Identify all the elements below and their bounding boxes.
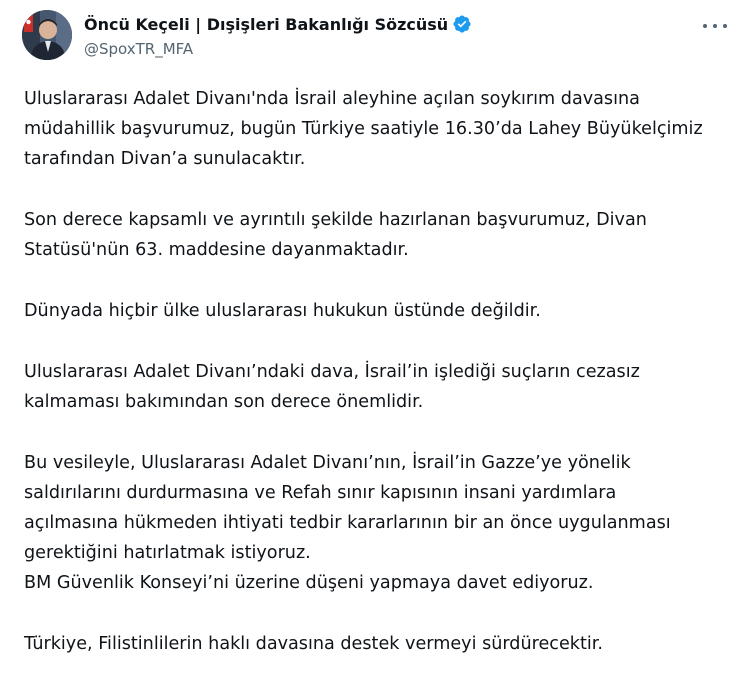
tweet-line: BM Güvenlik Konseyi’ni üzerine düşeni yapmaya davet ediyoruz. (24, 573, 594, 593)
tweet-paragraph (24, 296, 734, 326)
tweet-line: gerektiğini hatırlatmak istiyoruz. (24, 543, 311, 563)
tweet-line: Statüsü'nün 63. maddesine dayanmaktadır. (24, 240, 409, 260)
tweet-header (84, 12, 472, 58)
tweet-line: kalmaması bakımından son derece önemlidir. (24, 392, 424, 412)
tweet-paragraph (24, 84, 734, 174)
verified-badge-icon (452, 14, 472, 34)
tweet-paragraph (24, 205, 734, 265)
tweet-line: Uluslararası Adalet Divanı'nda İsrail aleyhine açılan soykırım davasına (24, 89, 640, 109)
tweet-paragraph (24, 357, 734, 417)
tweet-line: Son derece kapsamlı ve ayrıntılı şekilde hazırlanan başvurumuz, Divan (24, 210, 647, 230)
tweet-line: müdahillik başvurumuz, bugün Türkiye saatiyle 16.30’da Lahey Büyükelçimiz (24, 119, 703, 139)
tweet-line: açılmasına hükmeden ihtiyati tedbir kararlarının bir an önce uygulanması (24, 513, 671, 533)
more-dot (723, 24, 727, 28)
avatar[interactable] (22, 10, 72, 60)
more-dot (703, 24, 707, 28)
tweet-line: Uluslararası Adalet Divanı’ndaki dava, İsrail’in işlediği suçların cezasız (24, 362, 640, 382)
more-dot (713, 24, 717, 28)
tweet-line: Dünyada hiçbir ülke uluslararası hukukun üstünde değildir. (24, 301, 541, 321)
author-handle[interactable]: @SpoxTR_MFA (84, 40, 194, 58)
tweet-line: saldırılarını durdurmasına ve Refah sınır kapısının insani yardımlara (24, 483, 617, 503)
tweet-line: Türkiye, Filistinlilerin haklı davasına destek vermeyi sürdürecektir. (24, 634, 603, 654)
tweet-paragraph (24, 448, 734, 598)
more-horizontal-icon[interactable] (703, 16, 727, 36)
tweet-line: tarafından Divan’a sunulacaktır. (24, 149, 306, 169)
tweet-line: Bu vesileyle, Uluslararası Adalet Divanı’nın, İsrail’in Gazze’ye yönelik (24, 453, 631, 473)
name-row (84, 12, 472, 36)
author-display-name[interactable]: Öncü Keçeli | Dışişleri Bakanlığı Sözcüsü (84, 14, 449, 34)
tweet-text (24, 84, 734, 690)
tweet-paragraph (24, 629, 734, 659)
